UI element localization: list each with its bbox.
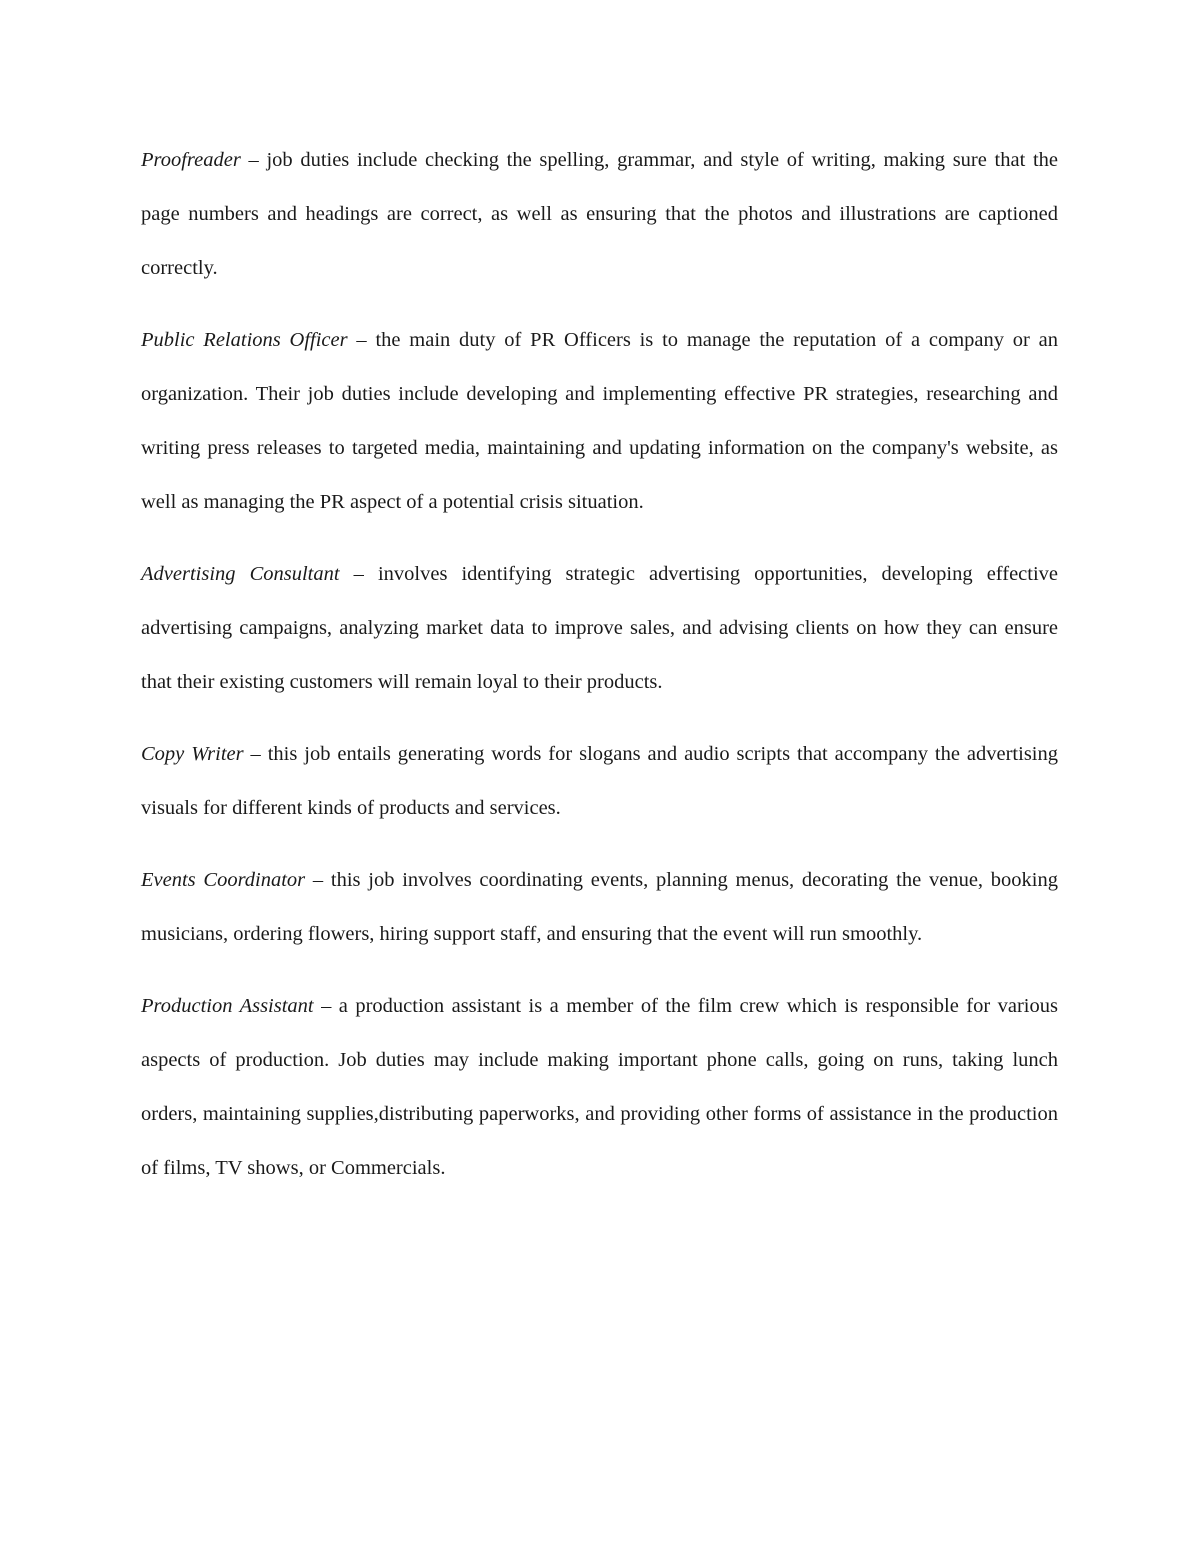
term-public-relations-officer: Public Relations Officer <box>141 329 348 351</box>
document-body <box>141 133 1058 1213</box>
paragraph-proofreader <box>141 133 1058 295</box>
description-proofreader: – job duties include checking the spelling, grammar, and style of writing, making sure that the page numbers and headings are correct, as well as ensuring that the photos and illustrations are captioned correctly. <box>141 149 1058 279</box>
term-production-assistant: Production Assistant <box>141 995 314 1017</box>
term-proofreader: Proofreader <box>141 149 241 171</box>
description-public-relations-officer: – the main duty of PR Officers is to manage the reputation of a company or an organization. Their job duties include developing and implementing effective PR strategies, researching and writing press releases to targeted media, maintaining and updating information on the company's website, as well as managing the PR aspect of a potential crisis situation. <box>141 329 1058 513</box>
description-production-assistant: – a production assistant is a member of the film crew which is responsible for various aspects of production. Job duties may include making important phone calls, going on runs, taking lunch orders, maintaining supplies,distributing paperworks, and providing other forms of assistance in the production of films, TV shows, or Commercials. <box>141 995 1058 1179</box>
description-copy-writer: – this job entails generating words for slogans and audio scripts that accompany the advertising visuals for different kinds of products and services. <box>141 743 1058 819</box>
paragraph-public-relations-officer <box>141 313 1058 529</box>
description-events-coordinator: – this job involves coordinating events, planning menus, decorating the venue, booking musicians, ordering flowers, hiring support staff, and ensuring that the event will run smoothly. <box>141 869 1058 945</box>
paragraph-events-coordinator <box>141 853 1058 961</box>
paragraph-production-assistant <box>141 979 1058 1195</box>
term-events-coordinator: Events Coordinator <box>141 869 306 891</box>
description-advertising-consultant: – involves identifying strategic advertising opportunities, developing effective advertising campaigns, analyzing market data to improve sales, and advising clients on how they can ensure that their existing customers will remain loyal to their products. <box>141 563 1059 693</box>
term-copy-writer: Copy Writer <box>141 743 244 765</box>
term-advertising-consultant: Advertising Consultant <box>141 563 340 585</box>
paragraph-advertising-consultant <box>141 547 1058 709</box>
paragraph-copy-writer <box>141 727 1058 835</box>
